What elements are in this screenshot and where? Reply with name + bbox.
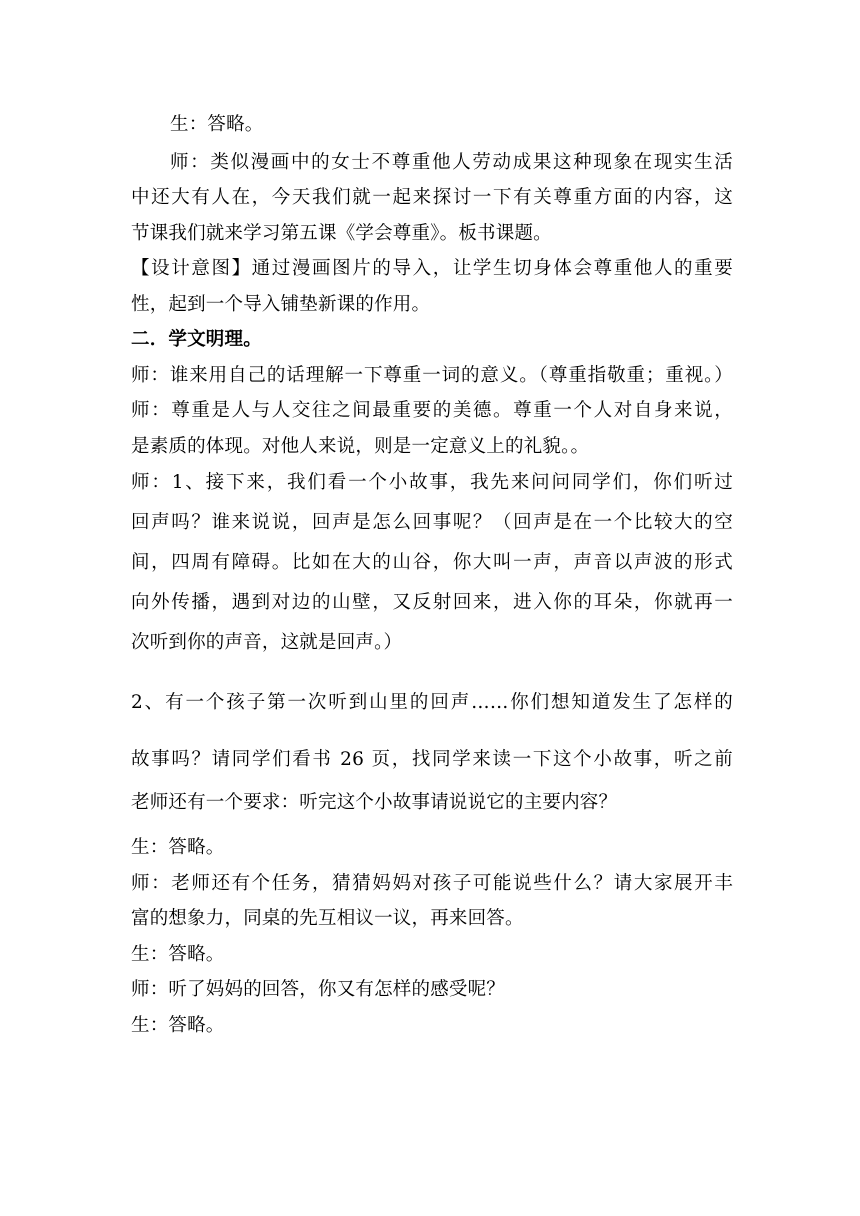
design-intent-line: 【设计意图】通过漫画图片的导入，让学生切身体会尊重他人的重要 — [131, 258, 733, 279]
text-line: 师：尊重是人与人交往之间最重要的美德。尊重一个人对自身来说， — [131, 400, 733, 421]
text-line: 向外传播，遇到对边的山壁，又反射回来，进入你的耳朵，你就再一 — [131, 592, 733, 613]
text-line: 生：答略。 — [131, 837, 225, 858]
section-heading: 二．学文明理。 — [131, 329, 262, 350]
text-line: 老师还有一个要求：听完这个小故事请说说它的主要内容？ — [131, 792, 618, 813]
text-line: 性，起到一个导入铺垫新课的作用。 — [131, 294, 431, 315]
text-line: 生：答略。 — [170, 114, 264, 135]
text-line: 师：1、接下来，我们看一个小故事，我先来问问同学们，你们听过 — [131, 472, 733, 493]
text-line: 次听到你的声音，这就是回声。） — [131, 632, 403, 653]
text-line: 师：听了妈妈的回答，你又有怎样的感受呢？ — [131, 979, 506, 1000]
text-line: 生：答略。 — [131, 1015, 225, 1036]
text-line: 节课我们就来学习第五课《学会尊重》。板书课题。 — [131, 223, 552, 244]
text-line: 2、有一个孩子第一次听到山里的回声……你们想知道发生了怎样的 — [131, 692, 733, 713]
text-line: 故事吗？请同学们看书 26 页，找同学来读一下这个小故事，听之前 — [131, 749, 733, 770]
text-line: 是素质的体现。对他人来说，则是一定意义上的礼貌。。 — [131, 436, 590, 457]
text-line: 师：类似漫画中的女士不尊重他人劳动成果这种现象在现实生活 — [170, 152, 733, 173]
text-line: 生：答略。 — [131, 944, 225, 965]
text-line: 师：老师还有个任务，猜猜妈妈对孩子可能说些什么？请大家展开丰 — [131, 873, 733, 894]
text-line: 回声吗？谁来说说，回声是怎么回事呢？（回声是在一个比较大的空 — [131, 512, 733, 533]
text-line: 富的想象力，同桌的先互相议一议，再来回答。 — [131, 908, 524, 929]
text-line: 中还大有人在，今天我们就一起来探讨一下有关尊重方面的内容，这 — [131, 187, 733, 208]
text-line: 师：谁来用自己的话理解一下尊重一词的意义。（尊重指敬重；重视。） — [131, 365, 733, 386]
text-line: 间，四周有障碍。比如在大的山谷，你大叫一声，声音以声波的形式 — [131, 552, 733, 573]
